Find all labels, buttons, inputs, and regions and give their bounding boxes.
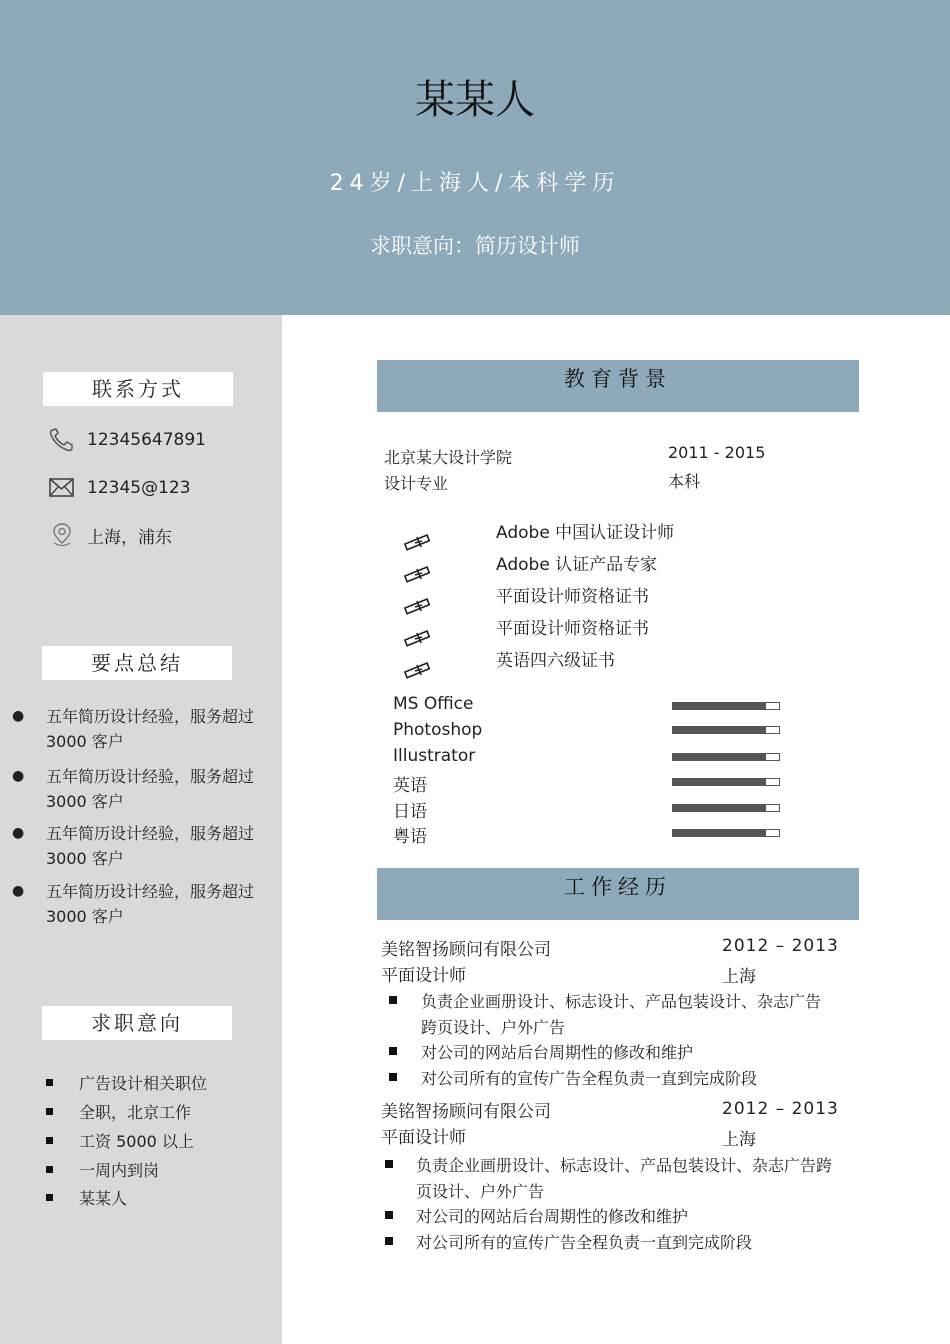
square-bullet-icon — [385, 1160, 393, 1168]
skill-name: 日语 — [393, 802, 427, 822]
skill-bar-fill — [673, 754, 766, 760]
skill-bar — [672, 778, 780, 786]
square-bullet-icon — [389, 1073, 397, 1081]
job-duty: 负责企业画册设计、标志设计、产品包装设计、杂志广告跨页设计、户外广告 — [416, 1156, 833, 1201]
school-name: 北京某大设计学院 — [384, 448, 513, 467]
diploma-scroll-icon — [402, 596, 434, 616]
skill-bar — [672, 753, 780, 761]
email-address: 12345@123 — [87, 478, 191, 498]
square-bullet-icon — [385, 1237, 393, 1245]
certificate-item: 平面设计师资格证书 — [496, 587, 649, 607]
contact-email — [48, 474, 191, 502]
job-company: 美铭智扬顾问有限公司 — [381, 940, 551, 960]
contact-phone — [48, 426, 206, 454]
education-years: 2011 - 2015 — [668, 443, 766, 462]
skill-bar-fill — [673, 727, 766, 733]
intent-item: 工资 5000 以上 — [46, 1128, 194, 1152]
bullet-icon: ● — [12, 768, 25, 784]
candidate-name: 某某人 — [415, 77, 535, 123]
location-text: 上海，浦东 — [87, 527, 172, 548]
certificate-item: 平面设计师资格证书 — [496, 619, 649, 639]
job-city: 上海 — [722, 967, 756, 987]
job-city: 上海 — [722, 1130, 756, 1150]
skill-name: Photoshop — [393, 720, 483, 740]
job-intent-heading: 求职意向：简历设计师 — [370, 234, 580, 258]
intent-item: 某某人 — [46, 1185, 127, 1209]
phone-number: 12345647891 — [87, 430, 206, 450]
skill-bar-fill — [673, 805, 766, 811]
contact-title: 联系方式 — [43, 372, 233, 406]
square-bullet-icon — [389, 1047, 397, 1055]
job-duty: 负责企业画册设计、标志设计、产品包装设计、杂志广告跨页设计、户外广告 — [421, 992, 822, 1037]
job-duty: 对公司的网站后台周期性的修改和维护 — [416, 1207, 689, 1226]
diploma-scroll-icon — [402, 628, 434, 648]
location-pin-icon — [48, 522, 76, 548]
skill-bar-fill — [673, 830, 766, 836]
education-section-title: 教育背景 — [377, 360, 859, 412]
bullet-icon: ● — [12, 883, 25, 899]
contact-location — [48, 521, 172, 549]
skill-bar-fill — [673, 703, 766, 709]
square-bullet-icon — [46, 1079, 53, 1086]
diploma-scroll-icon — [402, 564, 434, 584]
job-duty: 对公司所有的宣传广告全程负责一直到完成阶段 — [416, 1233, 753, 1252]
square-bullet-icon — [389, 996, 397, 1004]
job-duty: 对公司所有的宣传广告全程负责一直到完成阶段 — [421, 1069, 758, 1088]
certificate-item: Adobe 中国认证设计师 — [496, 523, 675, 543]
skill-bar — [672, 726, 780, 734]
skill-name: Illustrator — [393, 746, 476, 766]
job-role: 平面设计师 — [381, 966, 466, 986]
square-bullet-icon — [46, 1137, 53, 1144]
intent-item: 一周内到岗 — [46, 1157, 159, 1181]
certificate-item: 英语四六级证书 — [496, 651, 615, 671]
job-years: 2012 – 2013 — [722, 1099, 839, 1119]
major-name: 设计专业 — [384, 474, 449, 493]
job-company: 美铭智扬顾问有限公司 — [381, 1102, 551, 1122]
skill-name: 粤语 — [393, 827, 427, 847]
bullet-icon: ● — [12, 708, 25, 724]
summary-title: 要点总结 — [42, 646, 232, 680]
work-section-title: 工作经历 — [377, 868, 859, 920]
job-years: 2012 – 2013 — [722, 936, 839, 956]
job-duty: 对公司的网站后台周期性的修改和维护 — [421, 1043, 694, 1062]
square-bullet-icon — [46, 1108, 53, 1115]
header-banner — [0, 0, 950, 315]
certificate-item: Adobe 认证产品专家 — [496, 555, 658, 575]
square-bullet-icon — [46, 1194, 53, 1201]
intent-item: 全职，北京工作 — [46, 1099, 191, 1123]
diploma-scroll-icon — [402, 660, 434, 680]
skill-name: 英语 — [393, 776, 427, 796]
job-role: 平面设计师 — [381, 1128, 466, 1148]
education-degree: 本科 — [668, 472, 701, 491]
skill-name: MS Office — [393, 694, 474, 714]
square-bullet-icon — [46, 1166, 53, 1173]
candidate-subtitle: 24岁/上海人/本科学历 — [329, 171, 621, 196]
bullet-icon: ● — [12, 825, 25, 841]
skill-bar — [672, 829, 780, 837]
skill-bar-fill — [673, 779, 766, 785]
skill-bar — [672, 702, 780, 710]
phone-icon — [48, 427, 76, 453]
square-bullet-icon — [385, 1211, 393, 1219]
diploma-scroll-icon — [402, 532, 434, 552]
intent-title: 求职意向 — [42, 1006, 232, 1040]
envelope-icon — [48, 475, 76, 501]
intent-item: 广告设计相关职位 — [46, 1070, 207, 1094]
skill-bar — [672, 804, 780, 812]
